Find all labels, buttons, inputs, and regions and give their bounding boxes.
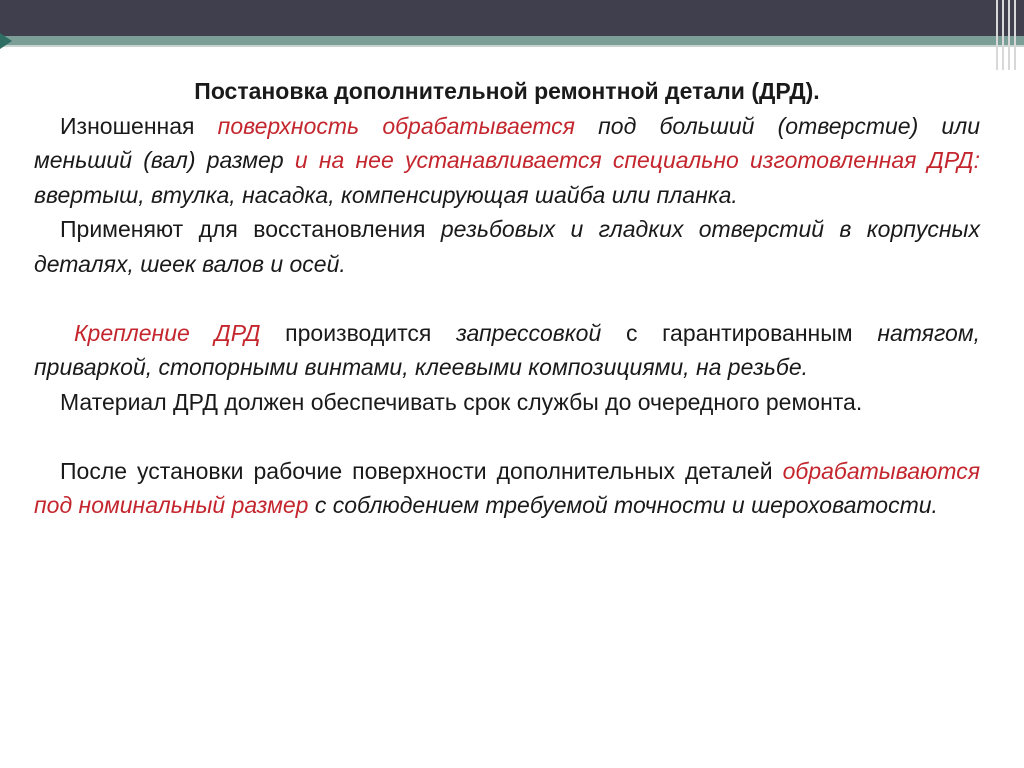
slide-title: Постановка дополнительной ремонтной детали (ДРД).	[194, 78, 820, 104]
text-segment: После установки рабочие поверхности дополнительных деталей	[60, 457, 783, 484]
text-segment: поверхность обрабатывается	[217, 112, 575, 139]
text-segment: с гарантированным	[601, 319, 878, 346]
text-segment: натягом, приваркой, стопорными винтами, клеевыми композициями, на резьбе.	[34, 319, 980, 380]
paragraph-application	[34, 212, 980, 281]
decorative-stripes	[992, 0, 1024, 70]
paragraph-worn-surface	[34, 109, 980, 213]
arrow-marker-icon	[0, 33, 12, 49]
text-segment: с соблюдением требуемой точности и шероховатости.	[308, 492, 938, 518]
slide-content	[34, 74, 980, 523]
text-segment: под больший (отверстие) или меньший (вал) размер	[34, 112, 980, 173]
paragraph-material	[34, 385, 980, 420]
text-segment: обрабатываются под номинальный размер	[34, 457, 980, 518]
text-segment: производится	[260, 319, 457, 346]
header-bar	[0, 0, 1024, 36]
text-segment: запрессовкой	[456, 319, 602, 346]
accent-band	[0, 36, 1024, 45]
paragraph-after-install	[34, 454, 980, 523]
text-segment: Применяют для восстановления	[60, 216, 441, 242]
text-segment: ввертыш, втулка, насадка, компенсирующая шайба или планка.	[34, 181, 738, 208]
text-segment: Материал ДРД должен обеспечивать срок службы до очередного ремонта.	[60, 388, 863, 415]
paragraph-fastening	[34, 316, 980, 385]
spacer	[34, 281, 980, 316]
text-segment: Крепление ДРД	[74, 319, 261, 346]
spacer	[34, 419, 980, 454]
accent-line	[0, 45, 1024, 47]
text-segment: резьбовых и гладких отверстий в корпусных деталях, шеек валов и осей.	[34, 216, 980, 277]
text-segment: и на нее устанавливается специально изготовленная ДРД:	[294, 147, 981, 173]
text-segment: Изношенная	[60, 112, 218, 139]
